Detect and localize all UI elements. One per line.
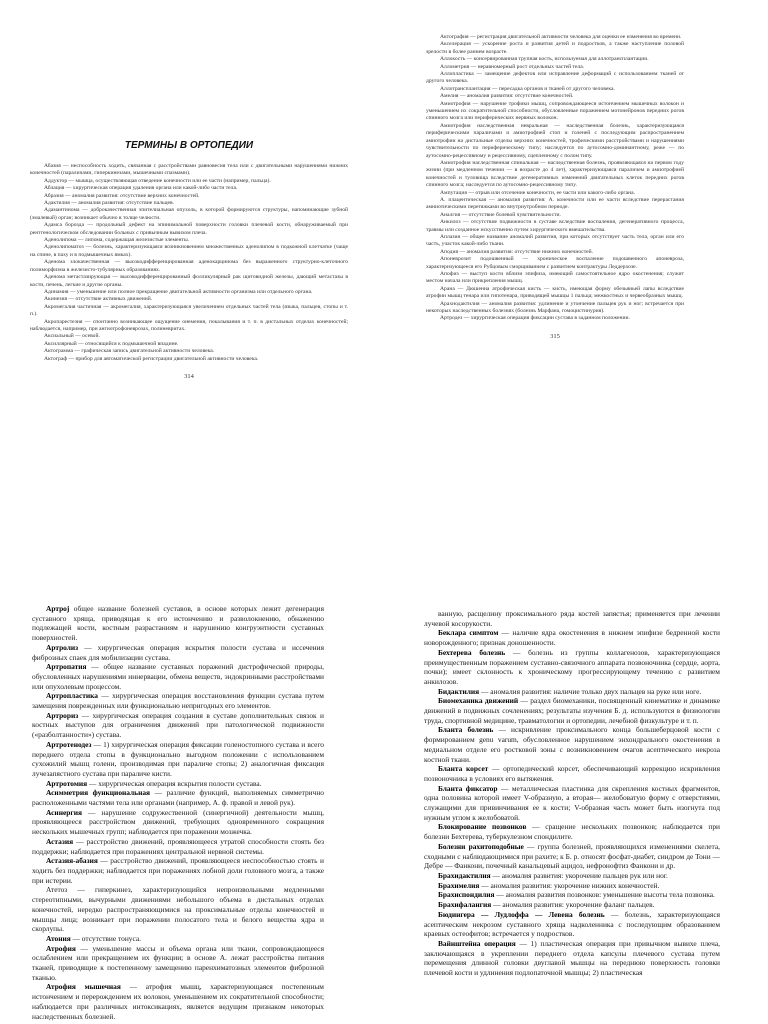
glossary-entry (32, 643, 324, 662)
glossary-term: Бюдингера — Лудлоффа — Левена болезнь (438, 909, 605, 919)
glossary-definition: общее название болезней суставов, в основе которых лежит дегенерация суставного хряща, приводящая к его истончению и разволокнению, обнажению подлежащей кости, костным разрастаниям и нарушению конгруэнтности суставных поверхностей. (32, 604, 324, 643)
glossary-entry: Адамса борозда — продольный дефект на эпинимальной поверхности головки плечевой кости, обнаруживаемый при рентгенологическом обследовании больных с привычным вывихом плеча. (30, 222, 348, 236)
glossary-definition: Атетоз — гиперкинез, характеризующийся непроизвольными медленными стереотипными, вычурными движениями небольшого объема в дистальных отделах конечностей, нередко распространяющимися на проксимальные отделы конечностей и мышцы лица; возникает при поражении полосатого тела и белого вещества ядра и скорлупы. (32, 885, 324, 934)
glossary-entry: Аддуктор — мышца, осуществляющая отведение конечности или ее части (например, пальца). (44, 177, 271, 184)
glossary-entry (32, 944, 324, 983)
glossary-term: Болезни рахитоподобные (438, 841, 524, 851)
glossary-term: Артропластика (46, 691, 98, 701)
glossary-entry: Амиотрофия наследственная спинальная — наследственная болезнь, проявляющаяся на первом году жизни (при медленном течении — в возрасте до 4 лет), характеризующаяся параличем и амиотрофией конечностей и туловища вследствие дегенеративных изменений двигательных клеток передних рогов спинного мозга; наследуется по аутосомно-рецессивному типу. (426, 159, 684, 189)
glossary-term: Биомеханика движений (438, 696, 519, 706)
glossary-entry: Аналгия — отсутствие болевой чувствительности. (440, 211, 561, 218)
glossary-entry (424, 900, 720, 910)
page-314-body (30, 163, 348, 363)
glossary-entry (424, 648, 720, 687)
glossary-term: Бехтерева болезнь (438, 647, 506, 657)
glossary-entry: Аксиальный — осевой. (44, 333, 100, 340)
glossary-definition: — общее название суставных поражений дистрофической природы, обусловленных нарушениями иннервации, обмена веществ, эндокринными расстройствами или опухолевым процессом. (32, 662, 324, 691)
glossary-entry (424, 784, 720, 823)
glossary-entry: Артродез — хирургическая операция фиксации сустава в заданном положении. (440, 315, 630, 322)
glossary-definition: — группа болезней, проявляющихся изменениями скелета, сходными с наблюдающимися при рахите; к Б. р. относят фосфат-диабет, синдром де Тони — Дебре — Фанкони, почечный канальцевый ацидоз, нефронофтиз Фанкони и др. (424, 841, 720, 871)
glossary-entry: Арахнодактилия — аномалия развития: удлинение и утончение пальцев рук и ног; встречается при некоторых наследственных болезнях (болезнь Марфана, гомоцистинурия). (426, 300, 684, 315)
glossary-entry (424, 687, 720, 697)
glossary-definition: — хирургическая операция вскрытия полости сустава. (87, 778, 262, 788)
glossary-term: Асинергия (46, 807, 82, 817)
glossary-term: Атония (46, 933, 71, 943)
glossary-definition: — болезнь, характеризующаяся асептическим некрозом суставного хряща надколенника с последующим образованием краевых остеофитов; встречается у подростков. (424, 909, 720, 939)
glossary-term: Атрофия мышечная (46, 982, 121, 992)
glossary-entry: Актограф — прибор для автоматической регистрации двигательной активности человека. (44, 355, 259, 362)
glossary-entry: Аллокость — консервированная трупная кость, используемая для аллотрансплантации. (440, 56, 649, 63)
glossary-definition: — ортопедический корсет, обеспечивающий коррекцию искривления позвоночника в условиях его вытяжения. (424, 764, 720, 783)
glossary-entry: Амелия — аномалия развития: отсутствие конечностей. (440, 93, 574, 100)
glossary-entry (32, 788, 324, 807)
glossary-term: Брахиспондилия (438, 890, 495, 900)
glossary-term: Астазия (46, 836, 74, 846)
glossary-term: Брахифалангия (438, 900, 492, 910)
glossary-entry: Аллотрансплантация — пересадка органов и тканей от другого человека. (440, 85, 615, 92)
glossary-entry: Аблация — хирургическая операция удаления органа или какой-либо части тела. (44, 185, 238, 192)
glossary-entry: Апофиз — выступ кости вблизи эпифиза, имеющий самостоятельное ядро окостенения; служит местом начала или прикрепления мышц. (426, 271, 684, 285)
glossary-entry: Амиотрофия наследственная невральная — наследственная болезнь, характеризующаяся периферическими параличами и амиотрофией стоп и голеней с последующим распространением амиотрофии на дистальные отделы верхних конечностей, трофическими расстройствами и нарушениями чувствительности по периферическому типу; наследуется по аутосомно-доминантному, реже — по аутосомно-рецессивному и рецессивному, сцепленному с полом типу. (426, 122, 684, 159)
glossary-entry (424, 764, 720, 783)
glossary-entry: Аксиллярный — относящийся к подмышечной впадине. (44, 340, 179, 347)
page-315-body (426, 34, 684, 323)
glossary-entry: Аллометрия — неравномерный рост отдельных частей тела. (440, 63, 585, 70)
glossary-definition: — уменьшение массы и объема органа или ткани, сопровождающееся ослаблением или прекращением их функции; в основе А. лежат расстройства питания тканей, приводящие к постепенному замещению паренхиматозных элементов фиброзной тканью. (32, 943, 324, 982)
glossary-entry (424, 609, 720, 628)
glossary-entry: Аденома метастазирующая — высокодифференцированный фолликулярный рак щитовидной железы, дающий метастазы в кости, печень, легкие и другие органы. (30, 274, 348, 288)
glossary-entry: Абазия — неспособность ходить, связанная с расстройствами равновесия тела или с двигательными нарушениями нижних конечностей (параличами, гиперкинезами, мышечными спазмами). (30, 163, 348, 177)
glossary-definition: — аномалия развития: наличие только двух пальцев на руке или ноге. (479, 686, 702, 696)
glossary-definition: — расстройство движений, проявляющееся неспособностью стоять и ходить без поддержки; наблюдается при поражениях лобной доли головного мозга, а также при истерии. (32, 856, 324, 885)
glossary-entry: Арана — Дюшенна атрофическая кисть — кисть, имеющая форму обезьяньей лапы вследствие атрофии мышц тенара или гипотенара, приводящей мышцы 1 пальца; межкостных и червеобразных мышц. (426, 285, 684, 300)
glossary-definition: — 1) хирургическая операция фиксации голеностопного сустава и всего переднего отдела стопы в функционально выгодном положении с использованием сухожилий мышц голени, производимая при параличе стопы; 2) аналогичная фиксация лучезапястного сустава при параличе кисти. (32, 739, 324, 778)
glossary-term: Атрофия (46, 943, 76, 953)
glossary-entry: Аденолипома — липома, содержащая железистые элементы. (44, 237, 190, 244)
glossary-entry (32, 740, 324, 779)
glossary-term: Брахимелия (438, 880, 480, 890)
glossary-entry: Аденома злокачественная — высокодифференцированная аденокарцинома без выраженного структурно-клеточного полиморфизма в железисто-тубулярных образованиях. (30, 259, 348, 273)
glossary-entry: Аллопластика — замещение дефектов или исправление деформаций с использованием тканей от другого человека. (426, 71, 684, 85)
glossary-term: Артропатия (46, 662, 87, 672)
glossary-entry: Аденолипоматоз — болезнь, характеризующаяся возникновением множественных аденолипом в подкожной клетчатке (чаще на спине, в паху и в подмышечных ямках). (30, 244, 348, 258)
glossary-definition: — отсутствие тонуса. (70, 933, 141, 943)
glossary-term: Артротенодез (46, 739, 92, 749)
glossary-entry (424, 822, 720, 841)
glossary-entry (32, 662, 324, 691)
glossary-entry (424, 939, 720, 978)
glossary-entry (32, 808, 324, 837)
glossary-term: Беклара симптом (438, 628, 499, 638)
glossary-entry (424, 696, 720, 725)
glossary-entry: Адактилия — аномалия развития: отсутствие пальцев. (44, 200, 175, 207)
glossary-entry (32, 934, 324, 944)
glossary-entry: Анкилоз — отсутствие подвижности в суставе вследствие воспаления, дегенеративного процесса, травмы или созданное искусственно путем хирургического вмешательства. (426, 219, 684, 233)
page-title: ТЕРМИНЫ В ОРТОПЕДИИ (124, 140, 254, 151)
glossary-definition: — расстройство движений, проявляющееся утратой способности стоять без поддержки; наблюдается при поражениях центральной нервной системы. (32, 836, 324, 856)
glossary-definition: — хирургическая операция восстановления функции сустава путем замещения поврежденных или функционально непригодных его элементов. (32, 691, 324, 711)
glossary-entry: Ампутация — отрыв или отсечение конечности, ее части или какого-либо органа. (440, 189, 636, 196)
glossary-term: Артролиз (46, 642, 79, 652)
glossary-entry (424, 881, 720, 891)
glossary-entry: Амиотрофия — нарушение трофики мышц, сопровождающееся истончением мышечных волокон и уменьшением их сократительной способности, обусловленные поражением мотонейронов передних рогов спинного мозга или периферических нервных волокон. (426, 100, 684, 122)
glossary-entry (32, 779, 324, 789)
glossary-entry (424, 628, 720, 647)
glossary-entry: Аподия — аномалия развития: отсутствие нижних конечностей. (440, 248, 594, 255)
glossary-entry: Адинамия — уменьшение или полное прекращение двигательной активности организма или отдельного органа. (44, 288, 313, 295)
glossary-term: Бланта фиксатор (438, 783, 498, 793)
glossary-entry: Адамантинома — доброкачественная эпителиальная опухоль, в которой формируются структуры, напоминающие зубной (эмалевый) орган; возникает обычно в толще челюсти. (30, 207, 348, 221)
lower-right-page (424, 609, 720, 978)
glossary-entry: Аплазия — общее название аномалий развития, при которых отсутствует часть тела, орган или его часть, участок какой-либо ткани. (426, 233, 684, 248)
glossary-definition: — различие функций, выполняемых симметрично расположенными частями тела или органами (например, А. ф. правой и левой рук). (32, 788, 324, 808)
glossary-term: Артрoj (46, 604, 70, 613)
glossary-entry (424, 842, 720, 871)
glossary-entry (424, 725, 720, 764)
glossary-definition: — наличие ядра окостенения в нижнем эпифизе бедренной кости новорожденного; признак доношенности. (424, 628, 720, 648)
glossary-term: Бланта корсет (438, 764, 489, 774)
lower-left-body (32, 604, 324, 1021)
glossary-entry: Абразия — аномалия развития: отсутствие верхних конечностей. (44, 192, 200, 199)
glossary-definition: — раздел биомеханики, посвященный кинематике и динамике движений в подвижных сочленениях; результаты изучения Б. д. используются в физиологии труда, спортивной медицине, травматологии и ортопедии, лечебной физкультуре и т. п. (424, 696, 720, 725)
glossary-entry: А. плацентическая — аномалия развития: А. конечности или ее части вследствие перерастания амниотическими перетяжками во внутриутробном периоде. (426, 196, 684, 211)
glossary-definition: ванную, расщелину проксимального ряда костей запястья; применяется при лечении лучевой косорукости. (424, 609, 720, 628)
glossary-entry (32, 856, 324, 885)
lower-left-page (32, 604, 324, 1021)
glossary-entry (32, 691, 324, 710)
glossary-definition: — металлическая пластинка для скрепления костных фрагментов, одна половина которой имеет V-образную, а вторая— желобоватую форму с отверстиями, служащими для привинчивания ее к кости; V-образная часть может быть изогнута под нужным углом к желобоватой. (424, 783, 720, 822)
glossary-term: Артротомия (46, 778, 88, 788)
glossary-entry (32, 885, 324, 934)
glossary-entry: Акселерация — ускорение роста и развития детей и подростков, а также наступление половой зрелости в более раннем возрасте. (426, 41, 684, 55)
glossary-entry (424, 890, 720, 900)
glossary-definition: — искривление проксимального конца большеберцовой кости с формированием genu varum, обусловленное нарушением энхондрального окостенения в медиальном отделе его ростковой зоны с возникновением очагов асептического некроза костной ткани. (424, 725, 720, 764)
glossary-entry (424, 871, 720, 881)
glossary-definition: — нарушение содружественной (синергичной) деятельности мышц, проявляющееся расстройством движений, требующих одновременного сокращения нескольких мышечных групп; наблюдается при поражении мозжечка. (32, 807, 324, 837)
glossary-term: Бидактилия (438, 686, 480, 696)
glossary-definition: — атрофия мышц, характеризующаяся постепенным истончением и перерождением их волокон, уменьшением их сократительной способности; наблюдается при различных интоксикациях, является ведущим признаком некоторых наследственных болезней. (32, 982, 324, 1021)
page-315 (426, 34, 684, 340)
glossary-definition: — болезнь из группы коллагенозов, характеризующаяся преимущественным поражением суставно-связочного аппарата позвоночника (сердце, аорта, почки); имеет склонность к хроническому прогрессирующему течению с развитием анкилозов. (424, 647, 720, 686)
page-number-314: 314 (184, 372, 194, 380)
glossary-term: Астазия-абазия (46, 856, 98, 866)
glossary-definition: — аномалия развития позвонков: уменьшение высоты тела позвонка. (494, 890, 715, 900)
glossary-definition: — аномалия развития: укорочение фаланг пальцев. (491, 900, 655, 910)
glossary-entry (32, 837, 324, 856)
glossary-definition: — аномалия развития: укорочение пальцев рук или ног. (490, 870, 668, 880)
glossary-term: Брахидактилия (438, 870, 491, 880)
glossary-term: Асимметрия функциональная (46, 788, 151, 798)
glossary-entry: Актография — регистрация двигательной активности человека для оценки ее изменения во времени. (440, 34, 682, 40)
glossary-definition: — 1) пластическая операция при привычном вывихе плеча, заключающаяся в укреплении переднего отдела капсулы плечевого сустава путем перемещения длинной головки двуглавой мышцы на переднюю поверхность головки плечевой кости и удлинения подлопаточной мышцы; 2) пластическая (424, 938, 720, 978)
glossary-entry: Акромегалия частичная — акромегалия, характеризующаяся увеличением отдельных частей тела (языка, пальцев, стопы и т. п.). (30, 303, 348, 318)
glossary-term: Блокирование позвонков (438, 822, 527, 832)
page-314 (30, 130, 348, 380)
glossary-term: Бланта болезнь (438, 725, 494, 735)
lower-right-body (424, 609, 720, 978)
glossary-definition: — сращение нескольких позвонков; наблюдается при болезни Бехтерева, туберкулезном спондилите. (424, 822, 720, 842)
glossary-entry: Апоневрозит подошвенный — хроническое воспаление подошвенного апоневроза, характеризующееся его Рубцовым сморщиванием с развитием контрактуры Леддерхозе. (426, 256, 684, 270)
glossary-entry: Акинезия — отсутствие активных движений. (44, 296, 153, 303)
glossary-entry (32, 604, 324, 643)
glossary-entry: Актограмма — графическая запись двигательной активности человека. (44, 348, 215, 355)
page-number-315: 315 (550, 332, 560, 340)
glossary-term: Вайнштейна операция (438, 938, 516, 948)
glossary-definition: — аномалия развития: укорочение нижних конечностей. (479, 880, 660, 890)
glossary-term: Артрориз (46, 710, 79, 720)
glossary-entry: Акропарестезия — спонтанно возникающее ощущение онемения, покалывания и т. п. в дистальных отделах конечностей; наблюдается, например, при ангиотрофоневрозах, полиневритах. (30, 318, 348, 332)
glossary-definition: — хирургическая операция вскрытия полости сустава и иссечения фиброзных спаек для мобилизации сустава. (32, 642, 324, 662)
glossary-entry (32, 711, 324, 740)
glossary-entry (32, 982, 324, 1021)
glossary-entry (424, 910, 720, 939)
glossary-definition: — хирургическая операция создания в суставе дополнительных связок и костных выступов для ограничения движений при патологической подвижности («разболтанности») сустава. (32, 710, 324, 740)
